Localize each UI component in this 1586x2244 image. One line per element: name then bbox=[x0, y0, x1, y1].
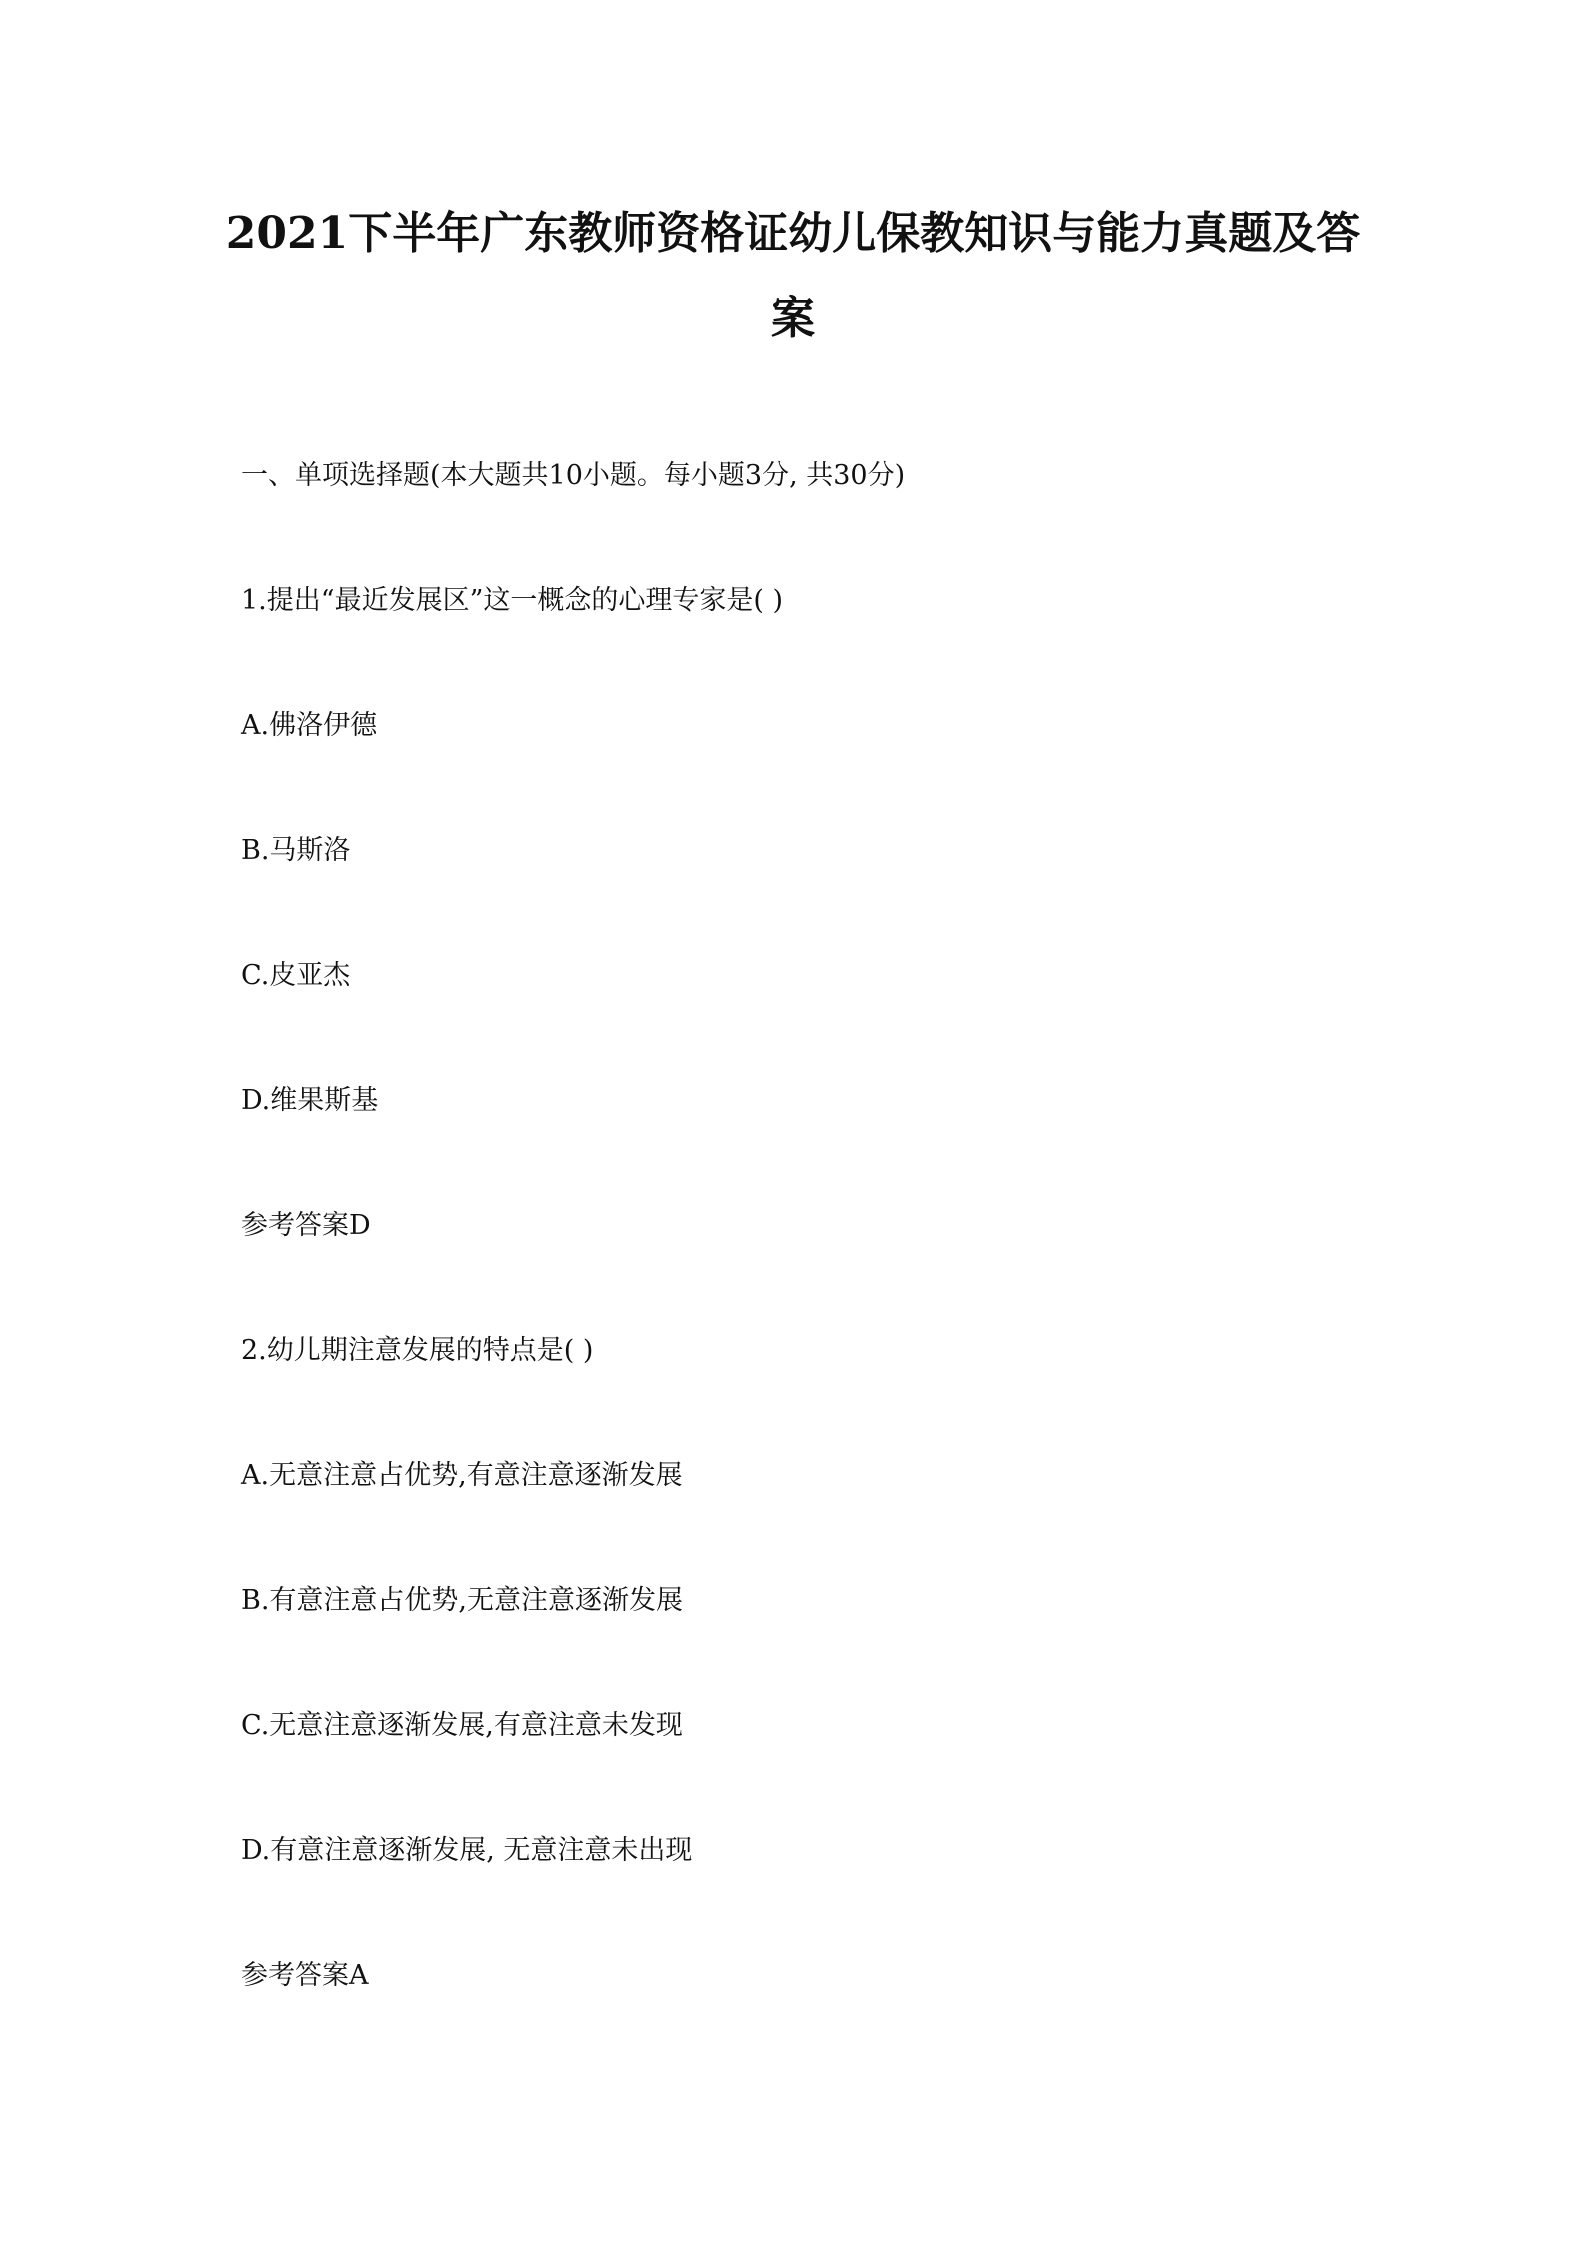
question-2-option-a: A.无意注意占优势,有意注意逐渐发展 bbox=[241, 1460, 683, 1491]
question-2-option-b: B.有意注意占优势,无意注意逐渐发展 bbox=[241, 1585, 684, 1616]
question-1-answer: 参考答案D bbox=[241, 1210, 371, 1241]
question-1-stem: 1.提出“最近发展区”这一概念的心理专家是( ) bbox=[241, 585, 784, 616]
document-title-line-2: 案 bbox=[771, 293, 815, 344]
question-1-option-b: B.马斯洛 bbox=[241, 835, 351, 866]
question-1-option-c: C.皮亚杰 bbox=[241, 960, 351, 991]
question-2-answer: 参考答案A bbox=[241, 1960, 369, 1991]
question-2-option-d: D.有意注意逐渐发展, 无意注意未出现 bbox=[241, 1835, 693, 1866]
section-heading: 一、单项选择题(本大题共10小题。每小题3分, 共30分) bbox=[241, 460, 906, 491]
question-1-option-d: D.维果斯基 bbox=[241, 1085, 379, 1116]
document-title-line-1: 2021下半年广东教师资格证幼儿保教知识与能力真题及答 bbox=[225, 208, 1361, 259]
question-1-option-a: A.佛洛伊德 bbox=[241, 710, 378, 741]
question-2-stem: 2.幼儿期注意发展的特点是( ) bbox=[241, 1335, 594, 1366]
question-2-option-c: C.无意注意逐渐发展,有意注意未发现 bbox=[241, 1710, 683, 1741]
